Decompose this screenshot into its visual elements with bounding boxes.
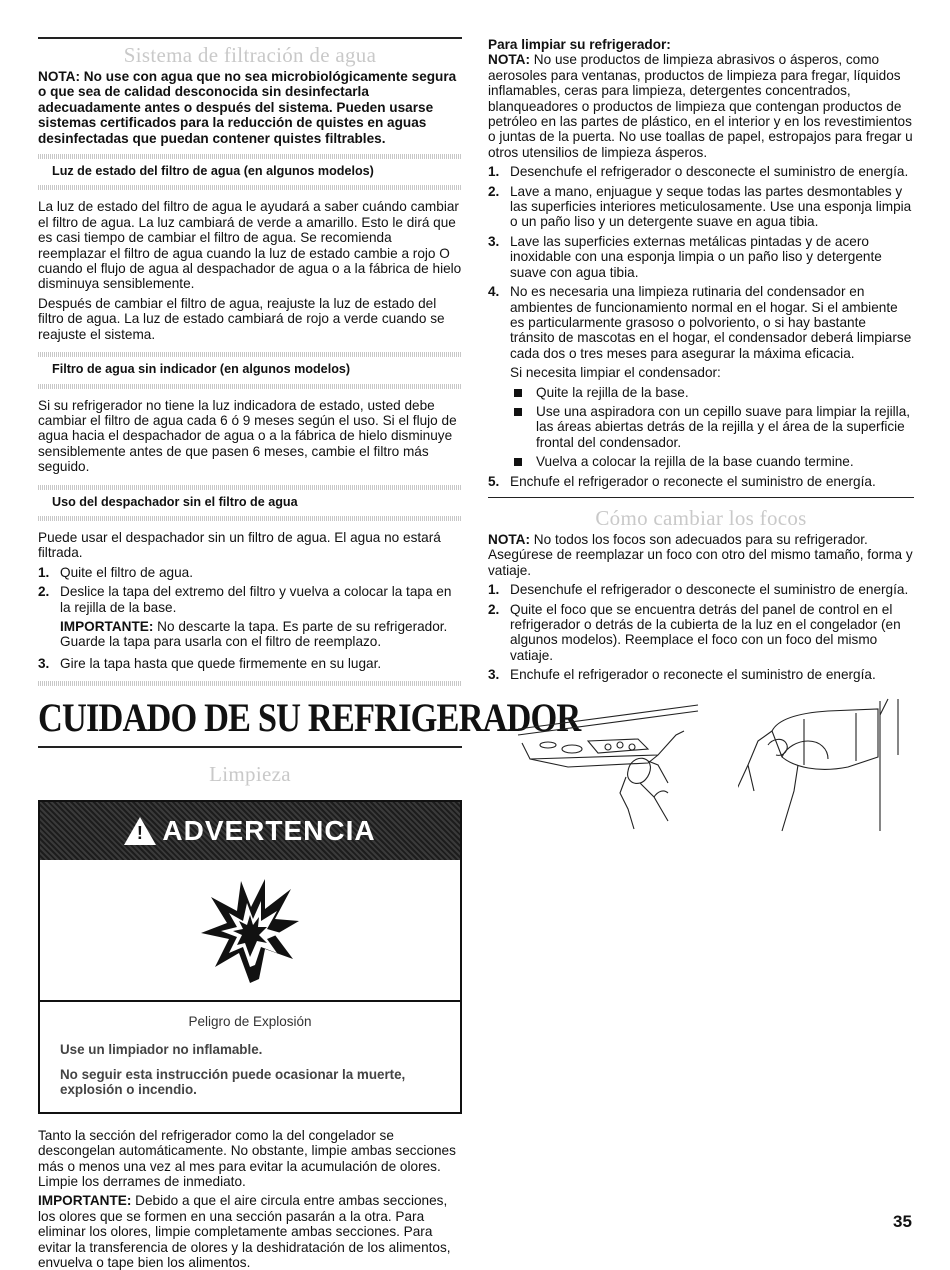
explosion-icon — [40, 860, 460, 1002]
bulb-rule — [488, 497, 914, 498]
top-rule — [38, 37, 462, 39]
clean-heading: Para limpiar su refrigerador: — [488, 37, 671, 52]
freezer-bulb-illustration — [738, 695, 918, 835]
warning-line2: No seguir esta instrucción puede ocasionar la muerte, explosión o incendio. — [60, 1067, 406, 1098]
water-nota: NOTA: No use con agua que no sea microbiológicamente segura o que sea de calidad desconocida sin desinfectarla adecuadamente antes o después del sistema. Pueden usarse sistemas certificados para la reducción de quistes en aguas desinfectadas que puedan contener quistes filtrables. — [38, 69, 457, 146]
divider — [38, 352, 462, 357]
list-item: 5. Enchufe el refrigerador o reconecte el suministro de energía. — [488, 473, 876, 489]
no-indicator-heading: Filtro de agua sin indicador (en algunos modelos) — [52, 362, 351, 377]
list-item: 1. Desenchufe el refrigerador o desconecte el suministro de energía. — [488, 582, 909, 598]
clean-nota: NOTA: No use productos de limpieza abrasivos o ásperos, como aerosoles para ventanas, productos de limpieza para fregar, líquidos inflamables, ceras para limpieza, detergentes concentrados, blanqueadores o productos de limpieza que contengan productos de petróleo en las partes de plástico, en el interior y en los revestimientos o juntas de la puerta. No use toallas de papel, estropajos para fregar u otros utensilios de limpieza ásperos. — [488, 52, 913, 160]
warning-line1: Use un limpiador no inflamable. — [60, 1041, 263, 1057]
list-item: 3. Enchufe el refrigerador o reconecte el suministro de energía. — [488, 667, 876, 683]
warning-header — [40, 802, 460, 860]
bullet-item: Use una aspiradora con un cepillo suave para limpiar la rejilla, las áreas abiertas detrás de la rejilla y el área de la superficie frontal del condensador. — [510, 404, 914, 450]
status-light-heading: Luz de estado del filtro de agua (en algunos modelos) — [52, 164, 374, 179]
status-light-p2: Después de cambiar el filtro de agua, reajuste la luz de estado del filtro de agua. La luz de estado cambiará de rojo a verde cuando se reajuste el sistema. — [38, 295, 445, 342]
condenser-intro: Si necesita limpiar el condensador: — [510, 365, 721, 381]
list-item: 2. Lave a mano, enjuague y seque todas las partes desmontables y las superficies interiores meticulosamente. Use una esponja limpia o un paño liso y un detergente suave en agua tibia. — [488, 183, 912, 230]
list-item: 1. Quite el filtro de agua. — [38, 564, 193, 580]
warning-text — [40, 1002, 460, 1112]
water-filter-title: Sistema de filtración de agua — [123, 43, 377, 67]
bulb-nota: NOTA: No todos los focos son adecuados para su refrigerador. Asegúrese de reemplazar un foco con otro del mismo tamaño, forma y vatiaje. — [488, 531, 913, 578]
list-item: 1. Desenchufe el refrigerador o desconecte el suministro de energía. — [488, 164, 909, 180]
list-item: 3. Gire la tapa hasta que quede firmemente en su lugar. — [38, 655, 382, 671]
warning-title: Peligro de Explosión — [188, 1014, 312, 1030]
divider — [38, 185, 462, 190]
list-item: 2. Quite el foco que se encuentra detrás del panel de control en el refrigerador o detrás de la cubierta de la luz en el congelador (en algunos modelos). Reemplace el foco con un foco del mismo vatiaje. — [488, 601, 901, 663]
divider — [38, 681, 462, 686]
divider — [38, 516, 462, 521]
list-item: 2. Deslice la tapa del extremo del filtro y vuelva a colocar la tapa en la rejilla de la base. IMPORTANTE: No descarte la tapa. Es parte de su refrigerador. Guarde la tapa para usarla con el filtro de reemplazo. — [38, 584, 462, 650]
warning-triangle-icon: ! — [124, 817, 156, 845]
bulb-illustrations — [488, 695, 914, 845]
clean-p1: Tanto la sección del refrigerador como la del congelador se descongelan automáticamente. No obstante, limpie ambas secciones más o menos una vez al mes para evitar la acumulación de olores. Limpie los derrames de inmediato. — [38, 1127, 456, 1190]
care-rule — [38, 746, 462, 748]
limpieza-title: Limpieza — [209, 762, 291, 787]
page-number: 35 — [893, 1212, 912, 1231]
clean-importante: IMPORTANTE: Debido a que el aire circula entre ambas secciones, los olores que se formen en una sección pasarán a la otra. Para eliminar los olores, limpie completamente ambas secciones. Para evitar la transferencia de olores y la deshidratación de los alimentos, envuelva o tape bien los alimentos. — [38, 1193, 451, 1270]
divider — [38, 154, 462, 159]
divider — [38, 485, 462, 490]
bullet-item: Quite la rejilla de la base. — [510, 385, 914, 400]
list-item: 4. No es necesaria una limpieza rutinaria del condensador en ambientes de funcionamiento normal en el hogar. Si el ambiente es particularmente grasoso o polvoriento, o si hay bastante tránsito de mascotas en el hogar, el condensador deberá limpiarse cada dos o tres meses para asegurar la máxima eficacia. Si necesita limpiar el condensador: Quite la rejilla de la base. Use una aspiradora con un cepillo suave para limpiar la rejilla, las áreas abiertas detrás de la rejilla y el área de la superficie frontal del condensador. Vuelva a colocar la rejilla de la base cuando termine. — [488, 284, 914, 469]
no-indicator-p1: Si su refrigerador no tiene la luz indicadora de estado, usted debe cambiar el filtro de agua cada 6 ó 9 meses según el uso. Si el flujo de agua hacia el despachador de agua o a la fábrica de hielo disminuye sensiblemente antes de que pasen 6 meses, cambie el filtro más seguido. — [38, 397, 457, 475]
bulb-title: Cómo cambiar los focos — [595, 505, 807, 530]
right-column — [488, 0, 914, 845]
dispenser-p1: Puede usar el despachador sin un filtro de agua. El agua no estará filtrada. — [38, 529, 441, 561]
dispenser-heading: Uso del despachador sin el filtro de agua — [52, 494, 298, 509]
care-title: CUIDADO DE SU REFRIGERADOR — [38, 695, 581, 741]
status-light-p1: La luz de estado del filtro de agua le ayudará a saber cuándo cambiar el filtro de agua. La luz cambiará de verde a amarillo. Esto le dirá que es casi tiempo de cambiar el filtro de agua. Se recomienda reemplazar el filtro de agua cuando la luz de estado cambie a rojo O cuando el flujo de agua al despachador de agua o a la fábrica de hielo disminuya sensiblemente. — [38, 199, 462, 292]
bullet-item: Vuelva a colocar la rejilla de la base cuando termine. — [510, 454, 914, 469]
warning-header-label: ADVERTENCIA — [162, 815, 376, 847]
divider — [38, 384, 462, 389]
list-item: 3. Lave las superficies externas metálicas pintadas y de acero inoxidable con una esponja limpia o un paño liso y detergente suave con agua tibia. — [488, 233, 882, 280]
importante-note: IMPORTANTE: No descarte la tapa. Es parte de su refrigerador. Guarde la tapa para usarla con el filtro de reemplazo. — [60, 618, 448, 650]
warning-box — [38, 800, 462, 1114]
control-panel-bulb-illustration — [508, 701, 708, 831]
